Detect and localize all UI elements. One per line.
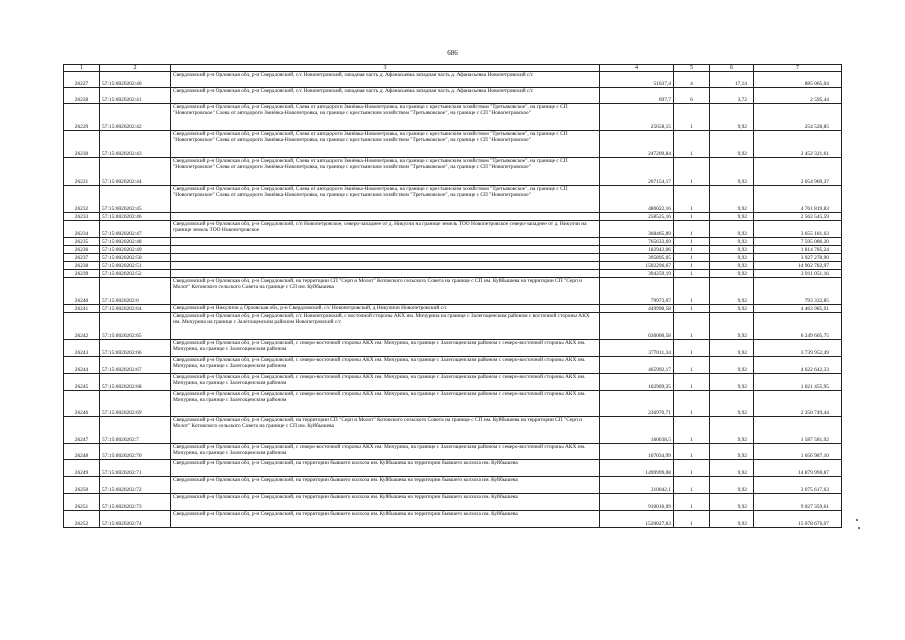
rate-value: 17,14 (710, 72, 754, 88)
count-value: 1 (674, 460, 710, 477)
table-row (64, 213, 842, 221)
location-description: Свердловский р-н Орловская обл, р-н Свердловский, Слева от автодороги Змиёвка-Новопетровка, на границе с крестьянским хозяйством "Третьяковское", на границе с СП "Новопетровское" Слева от автодороги Змиёвка-Новопетровка, на границе с крестьянским хозяйством "Третьяковское", на границе с СП "Новопетровское" (171, 186, 600, 213)
area-value: 79973,07 (600, 278, 674, 305)
cadastral-number: 57:15:0020202:46 (100, 213, 171, 221)
header-cell: 7 (754, 65, 842, 72)
cadastral-number: 57:15:0020202:48 (100, 238, 171, 246)
area-value: 51637,4 (600, 72, 674, 88)
location-description: Свердловский р-н Орловская обл, р-н Свердловский, Слева от автодороги Змиёвка-Новопетровка, на границе с крестьянским хозяйством "Третьяковское", на границе с СП "Новопетровское" Слева от автодороги Змиёвка-Новопетровка, на границе с крестьянским хозяйством "Третьяковское", на границе с СП "Новопетровское" (171, 158, 600, 186)
table-row (64, 158, 842, 186)
row-number: 26247 (64, 417, 100, 444)
location-description: Свердловский р-н Никуличи д Орловская обл, р-н Свердловский, с/с Новопетровский, д Никуличи Новопетровский с/с (171, 305, 600, 313)
cadastral-number: 57:15:0020202:74 (100, 511, 171, 528)
location-description: Свердловский р-н Орловская обл, р-н Свердловский, с/п Новопетровское, северо-западнее от д. Никулчи на границе земель ТОО Новопетровское северо-западнее от д. Никулчи на границе земель ТОО Новопетровское (171, 221, 600, 238)
area-value: 395895,05 (600, 254, 674, 262)
count-value: 1 (674, 213, 710, 221)
count-value: 1 (674, 494, 710, 511)
cadastral-value: 1 021 455,95 (754, 374, 842, 391)
location-description (171, 254, 600, 262)
scan-speck (856, 519, 858, 521)
area-value: 910016,09 (600, 494, 674, 511)
cadastral-value: 254 528,85 (754, 104, 842, 131)
count-value: 1 (674, 254, 710, 262)
location-description: Свердловский р-н Орловская обл, р-н Свердловский, на территории СП "Серп и Молот" Котовского сельского Совета на границе с СП им. Куйбышева на территории СП "Серп и Молот" Котовского сельского Совета на границе с СП им. Куйбышева (171, 417, 600, 444)
count-value: 1 (674, 357, 710, 374)
area-value: 236970,71 (600, 391, 674, 417)
rate-value: 9,92 (710, 213, 754, 221)
count-value: 1 (674, 444, 710, 460)
row-number: 26244 (64, 357, 100, 374)
area-value: 1520027,83 (600, 511, 674, 528)
header-cell: 4 (600, 65, 674, 72)
cadastral-number: 57:15:0020202:41 (100, 88, 171, 104)
rate-value: 9,92 (710, 221, 754, 238)
table-row (64, 460, 842, 477)
table-row (64, 262, 842, 270)
count-value: 1 (674, 305, 710, 313)
rate-value: 9,92 (710, 494, 754, 511)
count-value: 1 (674, 158, 710, 186)
area-value: 25658,15 (600, 104, 674, 131)
cadastral-value: 1 587 581,92 (754, 417, 842, 444)
area-value: 207154,17 (600, 158, 674, 186)
rate-value: 9,92 (710, 131, 754, 158)
location-description (171, 270, 600, 278)
location-description: Свердловский р-н Орловская обл, р-н Свердловский, на территории бывшего колхоза им. Куйбышева на территории бывшего колхоза им. Куйбышева (171, 494, 600, 511)
table-row (64, 88, 842, 104)
row-number: 26237 (64, 254, 100, 262)
row-number: 26236 (64, 246, 100, 254)
row-number: 26231 (64, 158, 100, 186)
rate-value: 9,92 (710, 238, 754, 246)
cadastral-number: 57:15:0020202:67 (100, 357, 171, 374)
row-number: 26250 (64, 477, 100, 494)
area-value: 182942,06 (600, 246, 674, 254)
row-number: 26229 (64, 104, 100, 131)
cadastral-value: 793 332,85 (754, 278, 842, 305)
cadastral-value: 2 595,44 (754, 88, 842, 104)
table-row (64, 221, 842, 238)
cadastral-number: 57:15:0020202:45 (100, 186, 171, 213)
cadastral-number: 57:15:0020202:65 (100, 313, 171, 340)
cadastral-number: 57:15:0020202:44 (100, 158, 171, 186)
cadastral-value: 3 739 952,49 (754, 340, 842, 357)
area-value: 394259,19 (600, 270, 674, 278)
cadastral-number: 57:15:0020202:42 (100, 104, 171, 131)
cadastral-value: 1 656 987,10 (754, 444, 842, 460)
location-description: Свердловский р-н Орловская обл, р-н Свердловский, с/с Новопетровский, с восточной стороны АКХ им. Мичурина на границе с Залегощенским районом с восточной стороны АКХ им. Мичурина на границе с Залегощенским районом Новопетровский с/с (171, 313, 600, 340)
table-row (64, 444, 842, 460)
header-cell: 3 (171, 65, 600, 72)
cadastral-number: 57:15:0020202:73 (100, 494, 171, 511)
rate-value: 9,92 (710, 278, 754, 305)
cadastral-value: 6 249 605,75 (754, 313, 842, 340)
area-value: 630000,58 (600, 313, 674, 340)
location-description: Свердловский р-н Орловская обл, р-н Свердловский, Слева от автодороги Змиёвка-Новопетровка, на границе с крестьянским хозяйством "Третьяковское", на границе с СП "Новопетровское" Слева от автодороги Змиёвка-Новопетровка, на границе с крестьянским хозяйством "Третьяковское", на границе с СП "Новопетровское" (171, 104, 600, 131)
count-value: 1 (674, 221, 710, 238)
table-body (64, 72, 842, 528)
cadastral-number: 57:15:0020202:7 (100, 417, 171, 444)
location-description: Свердловский р-н Орловская обл, р-н Свердловский, на территории бывшего колхоза им. Куйбышева на территории бывшего колхоза им. Куйбышева (171, 477, 600, 494)
cadastral-value: 885 065,04 (754, 72, 842, 88)
rate-value: 9,92 (710, 254, 754, 262)
count-value: 1 (674, 270, 710, 278)
rate-value: 9,92 (710, 444, 754, 460)
area-value: 449998,58 (600, 305, 674, 313)
cadastral-value: 9 027 359,61 (754, 494, 842, 511)
table-row (64, 72, 842, 88)
table-row (64, 374, 842, 391)
count-value: 1 (674, 340, 710, 357)
table-row (64, 313, 842, 340)
row-number: 26245 (64, 374, 100, 391)
location-description (171, 246, 600, 254)
area-value: 765633,69 (600, 238, 674, 246)
count-value: 1 (674, 374, 710, 391)
table-row (64, 340, 842, 357)
count-value: 1 (674, 313, 710, 340)
area-value: 310042,1 (600, 477, 674, 494)
row-number: 26243 (64, 340, 100, 357)
rate-value: 3,72 (710, 88, 754, 104)
table-row (64, 305, 842, 313)
area-value: 247209,84 (600, 131, 674, 158)
location-description: Свердловский р-н Орловская обл, р-н Свердловский, с/с Новопетровский, западная часть д. Афанасьевка западная часть д. Афанасьевка Новопетровский с/с (171, 88, 600, 104)
table-row (64, 391, 842, 417)
table-row (64, 186, 842, 213)
row-number: 26248 (64, 444, 100, 460)
count-value: 1 (674, 104, 710, 131)
cadastral-number: 57:15:0020202:49 (100, 246, 171, 254)
table-row (64, 278, 842, 305)
row-number: 26232 (64, 186, 100, 213)
header-cell: 5 (674, 65, 710, 72)
cadastral-value: 2 054 969,37 (754, 158, 842, 186)
cadastral-number: 57:15:0020202:69 (100, 391, 171, 417)
area-value: 1502296,67 (600, 262, 674, 270)
table-row (64, 104, 842, 131)
row-number: 26228 (64, 88, 100, 104)
header-cell: 1 (64, 65, 100, 72)
location-description: Свердловский р-н Орловская обл, р-н Свердловский, на территории бывшего колхоза им. Куйбышева на территории бывшего колхоза им. Куйбышева (171, 511, 600, 528)
cadastral-value: 4 463 985,91 (754, 305, 842, 313)
rate-value: 9,92 (710, 511, 754, 528)
cadastral-value: 4 761 819,83 (754, 186, 842, 213)
area-value: 160038,5 (600, 417, 674, 444)
cadastral-number: 57:15:0020202:50 (100, 254, 171, 262)
row-number: 26235 (64, 238, 100, 246)
cadastral-number: 57:15:0020202:40 (100, 72, 171, 88)
count-value: 1 (674, 511, 710, 528)
table-row (64, 246, 842, 254)
row-number: 26230 (64, 131, 100, 158)
row-number: 26251 (64, 494, 100, 511)
location-description: Свердловский р-н Орловская обл, р-н Свердловский, с северо-восточной стороны АКХ им. Мичурина, на границе с Залегощенским районом с северо-восточной стороны АКХ им. Мичурина, на границе с Залегощенским районом (171, 357, 600, 374)
cadastral-number: 57:15:0020202:51 (100, 262, 171, 270)
cadastral-number: 57:15:0020202:71 (100, 460, 171, 477)
count-value: 4 (674, 72, 710, 88)
location-description: Свердловский р-н Орловская обл, р-н Свердловский, с северо-восточной стороны АКХ им. Мичурина, на границе с Залегощенским районом с северо-восточной стороны АКХ им. Мичурина, на границе с Залегощенским районом (171, 374, 600, 391)
rate-value: 9,92 (710, 305, 754, 313)
table-row (64, 511, 842, 528)
cadastral-value: 3 655 181,63 (754, 221, 842, 238)
area-value: 368465,89 (600, 221, 674, 238)
cadastral-value: 1 814 785,24 (754, 246, 842, 254)
area-value: 465992,17 (600, 357, 674, 374)
cadastral-number: 57:15:0020202:66 (100, 340, 171, 357)
cadastral-number: 57:15:0020202:70 (100, 444, 171, 460)
location-description (171, 238, 600, 246)
count-value: 1 (674, 131, 710, 158)
count-value: 1 (674, 391, 710, 417)
cadastral-value: 14 902 782,97 (754, 262, 842, 270)
location-description: Свердловский р-н Орловская обл, р-н Свердловский, Слева от автодороги Змиёвка-Новопетровка, на границе с крестьянским хозяйством "Третьяковское", на границе с СП "Новопетровское" Слева от автодороги Змиёвка-Новопетровка, на границе с крестьянским хозяйством "Третьяковское", на границе с СП "Новопетровское" (171, 131, 600, 158)
location-description: Свердловский р-н Орловская обл, р-н Свердловский, с северо-восточной стороны АКХ им. Мичурина, на границе с Залегощенским районом с северо-восточной стороны АКХ им. Мичурина, на границе с Залегощенским районом (171, 444, 600, 460)
area-value: 258525,16 (600, 213, 674, 221)
location-description (171, 213, 600, 221)
row-number: 26252 (64, 511, 100, 528)
rate-value: 9,92 (710, 262, 754, 270)
cadastral-value: 15 078 676,07 (754, 511, 842, 528)
cadastral-number: 57:15:0020202:43 (100, 131, 171, 158)
location-description: Свердловский р-н Орловская обл, р-н Свердловский, с/с Новопетровский, западная часть д. Афанасьевка западная часть д. Афанасьевка Новопетровский с/с (171, 72, 600, 88)
area-value: 102969,35 (600, 374, 674, 391)
cadastral-value: 3 911 051,16 (754, 270, 842, 278)
cadastral-value: 7 595 086,20 (754, 238, 842, 246)
cadastral-number: 57:15:0020202:47 (100, 221, 171, 238)
table-row (64, 270, 842, 278)
cadastral-number: 57:15:0020202:68 (100, 374, 171, 391)
count-value: 1 (674, 246, 710, 254)
cadastral-table (63, 64, 842, 528)
row-number: 26242 (64, 313, 100, 340)
location-description: Свердловский р-н Орловская обл, р-н Свердловский, с северо-восточной стороны АКХ им. Мичурина, на границе с Залегощенским районом с северо-восточной стороны АКХ им. Мичурина, на границе с Залегощенским районом (171, 340, 600, 357)
area-value: 1499999,08 (600, 460, 674, 477)
table-row (64, 417, 842, 444)
rate-value: 9,92 (710, 104, 754, 131)
table-row (64, 357, 842, 374)
scan-speck (858, 527, 860, 529)
count-value: 1 (674, 278, 710, 305)
cadastral-number: 57:15:0020202:6 (100, 278, 171, 305)
header-row (64, 65, 842, 72)
rate-value: 9,92 (710, 357, 754, 374)
rate-value: 9,92 (710, 417, 754, 444)
table-row (64, 254, 842, 262)
cadastral-number: 57:15:0020202:72 (100, 477, 171, 494)
rate-value: 9,92 (710, 340, 754, 357)
cadastral-number: 57:15:0020202:52 (100, 270, 171, 278)
area-value: 167034,99 (600, 444, 674, 460)
table-row (64, 131, 842, 158)
count-value: 6 (674, 88, 710, 104)
cadastral-number: 57:15:0020202:64 (100, 305, 171, 313)
count-value: 1 (674, 262, 710, 270)
rate-value: 9,92 (710, 186, 754, 213)
count-value: 1 (674, 417, 710, 444)
header-cell: 2 (100, 65, 171, 72)
table-row (64, 238, 842, 246)
row-number: 26233 (64, 213, 100, 221)
table-row (64, 477, 842, 494)
row-number: 26227 (64, 72, 100, 88)
location-description: Свердловский р-н Орловская обл, р-н Свердловский, на территории СП "Серп и Молот" Котовского сельского Совета на границе с СП им. Куйбышева на территории СП "Серп и Молот" Котовского сельского Совета на границе с СП им. Куйбышева (171, 278, 600, 305)
count-value: 1 (674, 186, 710, 213)
count-value: 1 (674, 238, 710, 246)
location-description: Свердловский р-н Орловская обл, р-н Свердловский, с северо-восточной стороны АКХ им. Мичурина, на границе с Залегощенским районом с северо-восточной стороны АКХ им. Мичурина, на границе с Залегощенским районом (171, 391, 600, 417)
cadastral-value: 3 075 617,63 (754, 477, 842, 494)
header-cell: 6 (710, 65, 754, 72)
rate-value: 9,92 (710, 374, 754, 391)
rate-value: 9,92 (710, 477, 754, 494)
cadastral-value: 3 927 278,90 (754, 254, 842, 262)
row-number: 26239 (64, 270, 100, 278)
page-number: 686 (447, 49, 458, 57)
row-number: 26249 (64, 460, 100, 477)
row-number: 26241 (64, 305, 100, 313)
cadastral-value: 2 452 321,61 (754, 131, 842, 158)
rate-value: 9,92 (710, 158, 754, 186)
area-value: 480022,16 (600, 186, 674, 213)
location-description (171, 262, 600, 270)
row-number: 26234 (64, 221, 100, 238)
rate-value: 9,92 (710, 313, 754, 340)
rate-value: 9,92 (710, 246, 754, 254)
cadastral-value: 2 350 749,44 (754, 391, 842, 417)
area-value: 697,7 (600, 88, 674, 104)
rate-value: 9,92 (710, 270, 754, 278)
row-number: 26238 (64, 262, 100, 270)
cadastral-value: 4 622 642,33 (754, 357, 842, 374)
cadastral-value: 2 562 545,59 (754, 213, 842, 221)
area-value: 377011,34 (600, 340, 674, 357)
location-description: Свердловский р-н Орловская обл, р-н Свердловский, на территории бывшего колхоза им. Куйбышева на территории бывшего колхоза им. Куйбышева (171, 460, 600, 477)
rate-value: 9,92 (710, 391, 754, 417)
row-number: 26240 (64, 278, 100, 305)
rate-value: 9,92 (710, 460, 754, 477)
cadastral-value: 14 879 990,87 (754, 460, 842, 477)
count-value: 1 (674, 477, 710, 494)
table-row (64, 494, 842, 511)
row-number: 26246 (64, 391, 100, 417)
